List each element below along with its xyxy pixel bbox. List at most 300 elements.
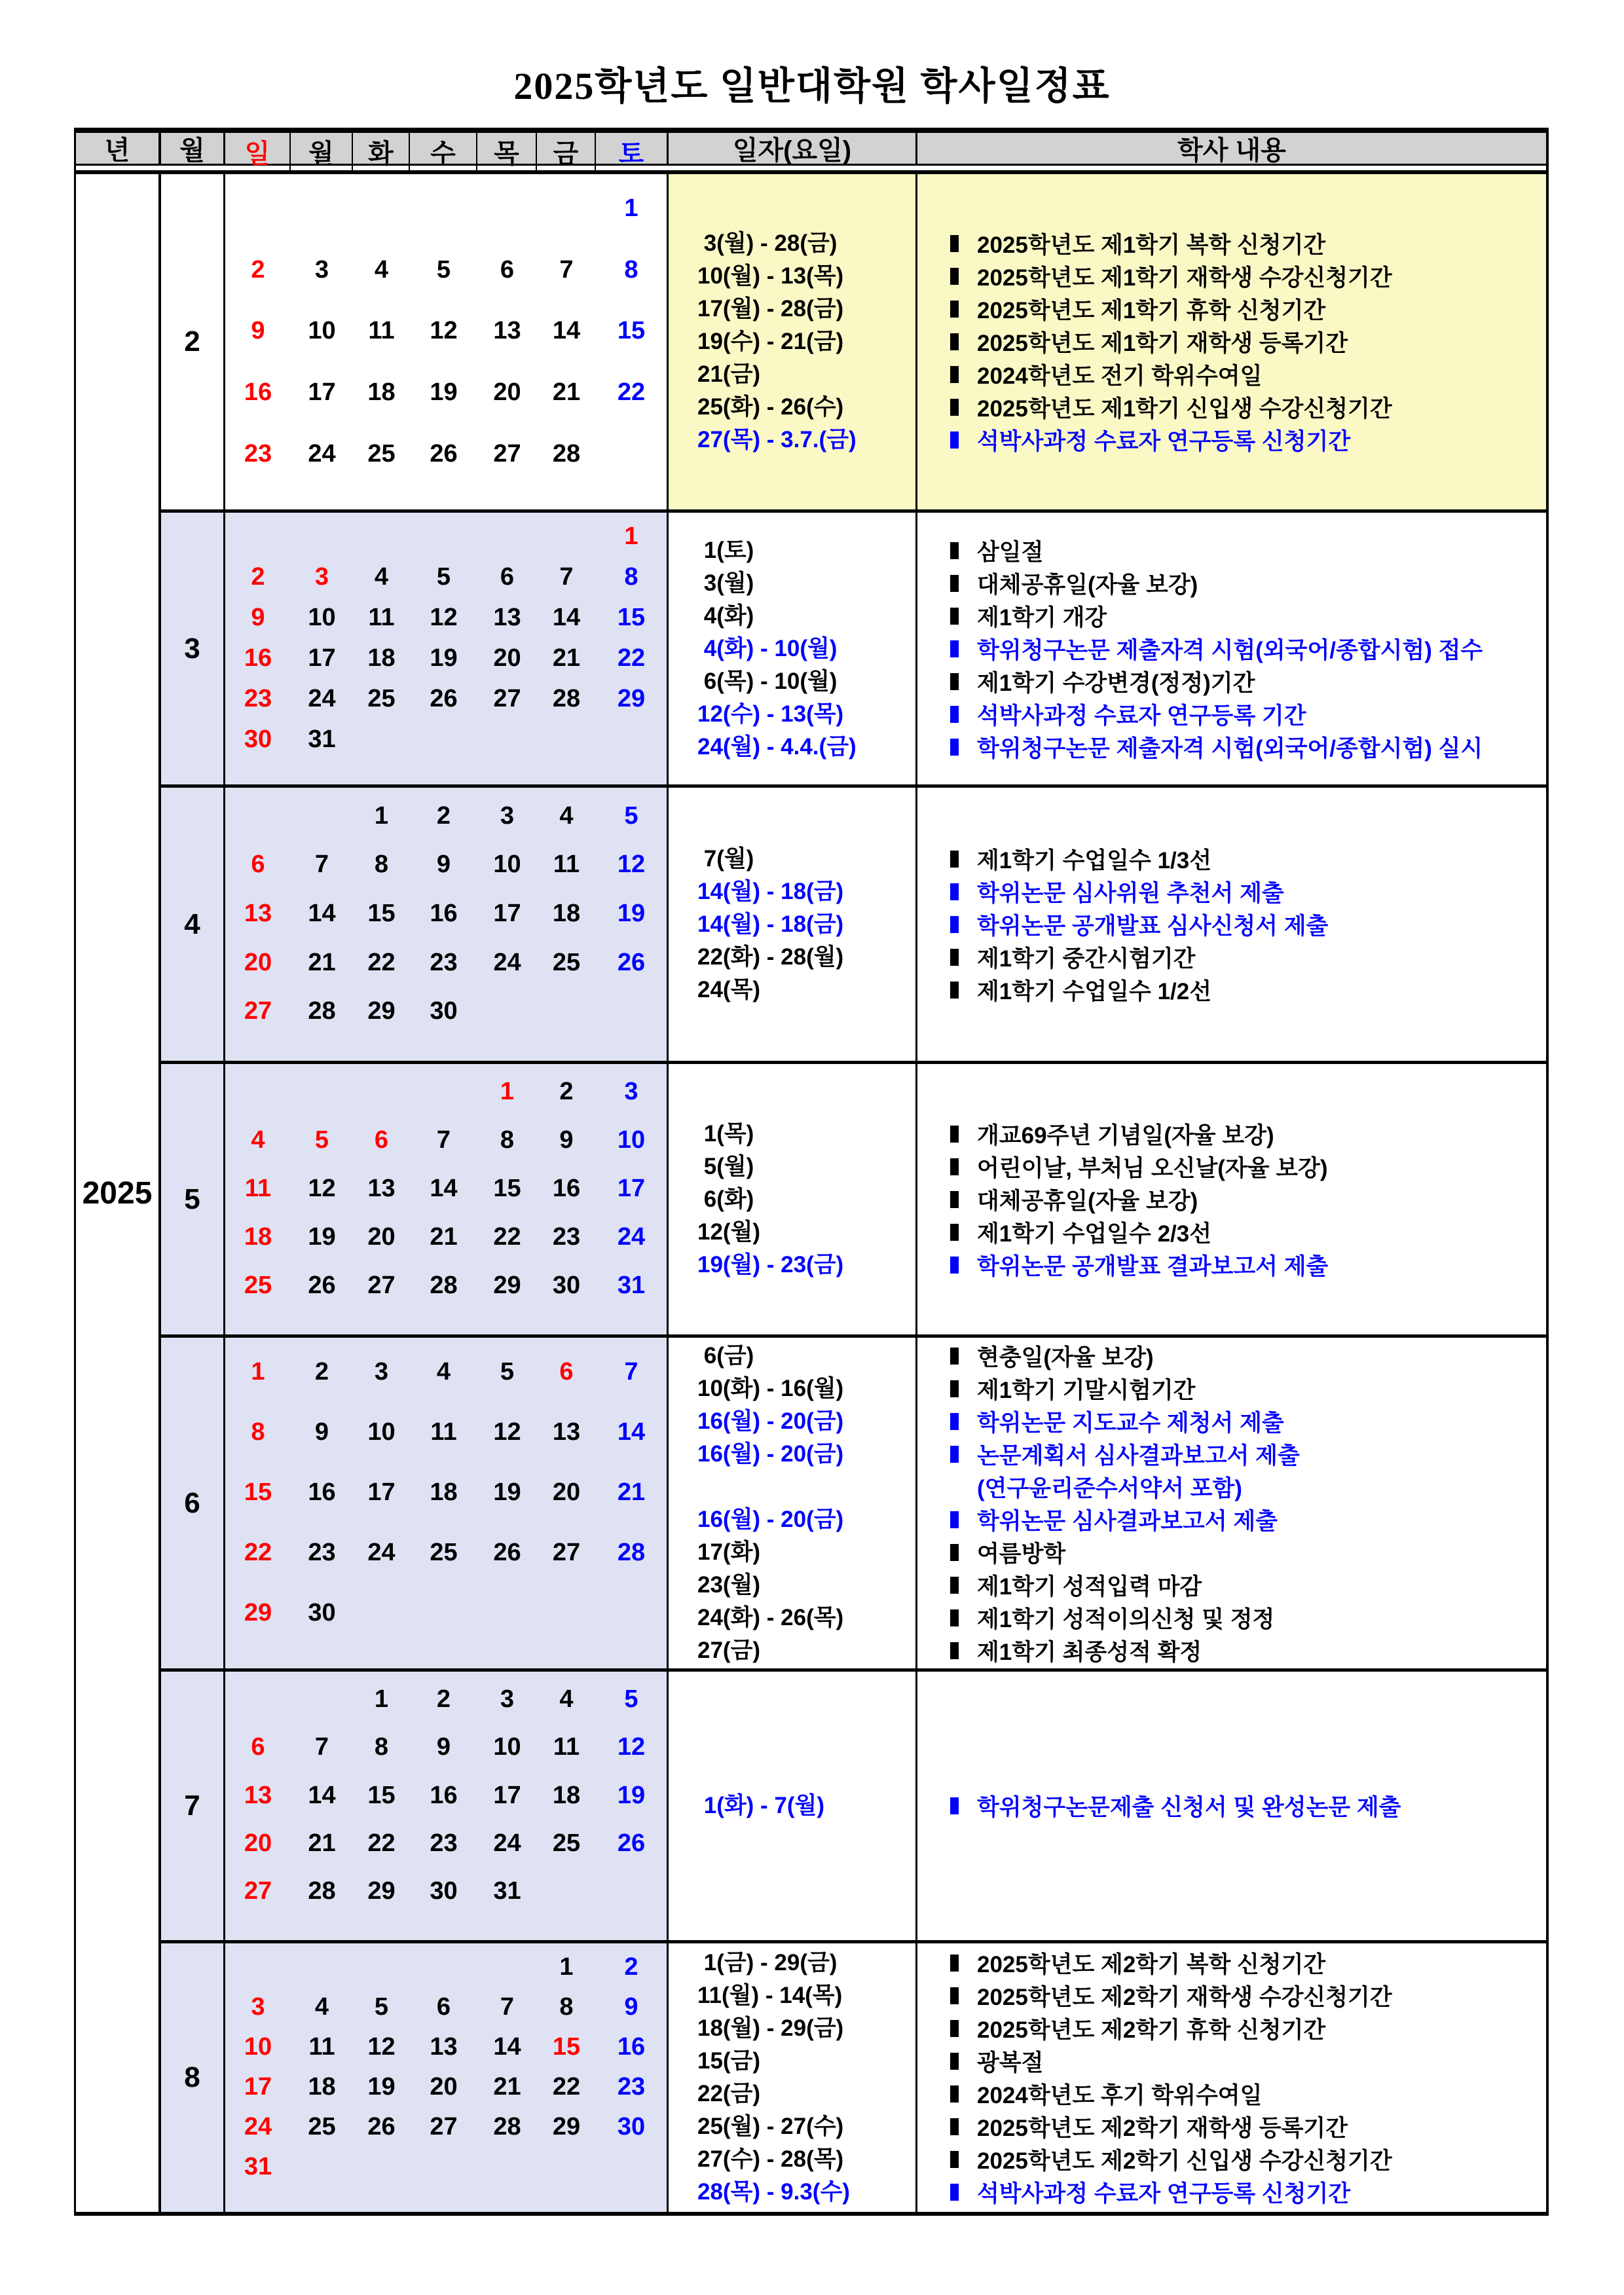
page-title: 2025학년도 일반대학원 학사일정표 [513,65,1111,107]
calendar-day: 18 [552,899,581,927]
calendar-day: 30 [308,1599,336,1627]
schedule-content-text: 제1학기 성적이의신청 및 정정 [977,1606,1275,1632]
calendar-empty-day [410,719,477,760]
schedule-date-line: 1(화) - 7(월) [697,1793,824,1818]
calendar-day: 6 [500,255,515,284]
schedule-content-line [950,293,1546,325]
schedule-date-line: 22(금) [697,2081,761,2106]
calendar-day: 20 [244,948,272,976]
calendar-week-row [225,938,667,987]
calendar-day: 10 [617,1126,646,1154]
calendar-empty-day [225,178,291,240]
bullet-icon [950,2085,959,2102]
bullet-icon [950,2118,959,2135]
calendar-day: 24 [493,948,521,976]
calendar-day: 12 [308,1174,336,1202]
schedule-date-line: 10(화) - 16(월) [697,1375,844,1401]
calendar-day: 2 [314,1357,329,1386]
calendar-day: 28 [552,439,581,468]
calendar-week-row [225,1947,667,1987]
schedule-content-text: 현충일(자율 보강) [977,1344,1154,1370]
schedule-date-line: 22(화) - 28(월) [697,944,844,970]
bullet-icon [950,1511,959,1528]
schedule-content-line [950,2045,1546,2078]
calendar-day: 9 [559,1126,574,1154]
schedule-content-text: 학위논문 공개발표 결과보고서 제출 [977,1253,1329,1279]
calendar-empty-day [477,1583,537,1643]
schedule-content-text: 2025학년도 제2학기 신입생 수강신청기간 [977,2148,1392,2174]
schedule-content-line [950,1790,1546,1822]
schedule-content-cell [917,174,1546,509]
calendar-day: 10 [244,2033,272,2061]
bullet-icon [950,1577,959,1594]
month-number: 4 [184,908,200,940]
schedule-content-line [950,391,1546,424]
schedule-content-text: 논문계획서 심사결과보고서 제출 [977,1442,1300,1469]
calendar-day: 23 [244,684,272,712]
bullet-icon [950,673,959,690]
calendar-empty-day [596,1867,667,1915]
calendar-day: 8 [624,255,638,284]
bullet-icon [950,235,959,252]
schedule-content-text: 2025학년도 제2학기 복학 신청기간 [977,1952,1326,1977]
bullet-icon [950,399,959,416]
calendar-day: 20 [244,1829,272,1857]
calendar-day: 11 [368,604,395,632]
calendar-day: 21 [308,948,336,976]
schedule-date-line: 10(월) - 13(목) [697,263,844,289]
calendar-week-row [225,362,667,424]
schedule-content-line [950,2176,1546,2209]
calendar-empty-day [410,1947,477,1987]
bullet-icon [950,1224,959,1241]
calendar-week-row [225,1867,667,1915]
calendar-day: 20 [367,1222,396,1251]
calendar-empty-day [537,178,596,240]
schedule-date-line: 25(월) - 27(수) [697,2114,844,2139]
year-label: 2025 [82,1175,153,1211]
calendar-week-row [225,1116,667,1165]
calendar-day: 25 [367,439,396,468]
calendar-day: 7 [559,255,574,284]
calendar-day: 5 [500,1357,515,1386]
calendar-day: 26 [430,439,458,468]
schedule-content-text: 개교69주년 기념일(자율 보강) [977,1122,1274,1148]
calendar-day: 3 [251,1993,265,2021]
bullet-icon [950,1380,959,1397]
calendar-day: 22 [367,1829,396,1857]
calendar-day: 17 [493,899,521,927]
calendar-week-row [225,1342,667,1402]
calendar-day: 17 [244,2073,272,2101]
schedule-date-line: 4(화) [697,602,754,629]
bullet-icon [950,640,959,657]
schedule-date-line: 16(월) - 20(금) [697,1441,844,1467]
calendar-week-row [225,2107,667,2147]
year-cell [76,174,161,2212]
calendar-day: 8 [374,1733,389,1761]
header-weekday-cell: 수 [410,133,477,170]
calendar-empty-day [291,2147,353,2187]
schedule-content-text: 삼일절 [977,539,1044,565]
calendar-day: 6 [436,1993,451,2021]
calendar-day: 31 [244,2153,272,2180]
month-calendar [225,174,669,509]
calendar-day: 25 [308,2113,336,2140]
schedule-date-line: 23(월) [697,1571,761,1598]
calendar-week-row [225,987,667,1036]
schedule-content-line [950,1634,1546,1667]
calendar-day: 3 [314,563,329,591]
calendar-empty-day [225,1947,291,1987]
calendar-day: 27 [493,439,521,468]
calendar-day: 14 [493,2033,521,2061]
calendar-day: 17 [493,1781,521,1809]
schedule-date-line: 1(토) [697,537,754,563]
schedule-date-line [697,1471,915,1503]
table-body [76,174,1546,2212]
schedule-content-text: 석박사과정 수료자 연구등록 신청기간 [977,2181,1351,2207]
schedule-content-text: 학위논문 심사위원 추천서 제출 [977,880,1284,906]
calendar-day: 9 [436,1733,451,1761]
calendar-day: 12 [430,604,458,632]
calendar-empty-day [291,792,353,841]
header-weekday-cell: 금 [537,133,596,170]
schedule-content-line [950,974,1546,1006]
calendar-day: 23 [244,439,272,468]
calendar-week-row [225,1523,667,1583]
calendar-day: 22 [617,378,646,407]
schedule-content-text: 제1학기 기말시험기간 [977,1377,1196,1403]
schedule-content-cell [917,1338,1546,1668]
month-number-cell [161,513,225,784]
schedule-date-cell [669,174,917,509]
schedule-content-line [950,2110,1546,2143]
calendar-day: 9 [314,1418,329,1446]
schedule-content-text: 학위청구논문 제출자격 시험(외국어/종합시험) 접수 [977,637,1483,663]
schedule-content-text: 학위논문 지도교수 제청서 제출 [977,1410,1284,1436]
schedule-content-line [950,534,1546,567]
schedule-content-line [950,908,1546,941]
calendar-day: 21 [493,2073,521,2101]
schedule-content-line [950,358,1546,391]
calendar-day: 25 [367,684,396,712]
calendar-day: 30 [617,2113,646,2140]
calendar-day: 18 [308,2073,336,2101]
calendar-empty-day [537,1583,596,1643]
calendar-day: 14 [552,317,581,345]
header-weekday-group [225,133,669,168]
bullet-icon [950,431,959,449]
schedule-content-line [950,1249,1546,1281]
schedule-date-line: 1(목) [697,1120,754,1147]
calendar-day: 11 [308,2033,335,2061]
calendar-day: 18 [430,1478,458,1506]
schedule-content-line [950,424,1546,456]
calendar-day: 15 [617,317,646,345]
calendar-empty-day [410,517,477,557]
calendar-day: 26 [367,2113,396,2140]
calendar-day: 29 [244,1599,272,1627]
calendar-day: 27 [493,684,521,712]
calendar-day: 5 [314,1126,329,1154]
bullet-icon [950,949,959,966]
schedule-content-line [950,1503,1546,1536]
calendar-day: 3 [624,1078,638,1106]
month-number-cell [161,1672,225,1940]
schedule-content-text: 2025학년도 제1학기 신입생 수강신청기간 [977,396,1392,422]
bullet-icon [950,2020,959,2037]
schedule-content-text: 학위논문 심사결과보고서 제출 [977,1508,1278,1534]
schedule-content-cell [917,1943,1546,2212]
calendar-day: 2 [251,563,265,591]
calendar-day: 1 [624,194,638,223]
schedule-date-line: 11(월) - 14(목) [697,1983,843,2008]
schedule-content-line [950,600,1546,633]
calendar-week-row [225,1462,667,1522]
calendar-day: 1 [559,1953,574,1981]
calendar-day: 5 [436,255,451,284]
calendar-day: 2 [624,1953,638,1981]
schedule-date-line: 24(화) - 26(목) [697,1604,844,1630]
calendar-week-row [225,1261,667,1310]
calendar-empty-day [596,1583,667,1643]
calendar-day: 19 [430,644,458,672]
calendar-day: 21 [552,644,581,672]
header-weekday-cell: 목 [477,133,537,170]
schedule-content-text: 광복절 [977,2050,1044,2076]
calendar-week-row [225,1583,667,1643]
calendar-day: 6 [251,851,265,879]
calendar-day: 28 [430,1271,458,1299]
calendar-day: 17 [367,1478,396,1506]
month-row [161,509,1546,784]
bullet-icon [950,333,959,350]
calendar-empty-day [477,1947,537,1987]
bullet-icon [950,1797,959,1814]
calendar-week-row [225,678,667,719]
calendar-empty-day [537,719,596,760]
schedule-date-line: 3(월) - 28(금) [697,230,838,256]
calendar-empty-day [291,1947,353,1987]
calendar-day: 13 [244,899,272,927]
calendar-empty-day [477,2147,537,2187]
schedule-date-line: 6(목) - 10(월) [697,668,838,694]
bullet-icon [950,366,959,383]
schedule-content-text: 제1학기 개강 [977,604,1107,631]
bullet-icon [950,1642,959,1659]
schedule-date-cell [669,1672,917,1940]
calendar-empty-day [410,1583,477,1643]
calendar-day: 15 [552,2033,581,2061]
calendar-day: 26 [308,1271,336,1299]
calendar-day: 22 [367,948,396,976]
schedule-content-line [950,843,1546,875]
bullet-icon [950,268,959,285]
schedule-date-line: 3(월) [697,570,754,596]
calendar-day: 24 [617,1222,646,1251]
schedule-content-line [950,260,1546,293]
calendar-day: 30 [430,997,458,1025]
calendar-day: 15 [493,1174,521,1202]
calendar-day: 2 [251,255,265,284]
calendar-empty-day [225,792,291,841]
calendar-empty-day [537,2147,596,2187]
calendar-day: 23 [430,1829,458,1857]
calendar-week-row [225,1820,667,1867]
calendar-day: 27 [552,1539,581,1567]
calendar-empty-day [537,517,596,557]
calendar-day: 12 [430,317,458,345]
academic-schedule-table [74,128,1549,2216]
schedule-content-line [950,1340,1546,1372]
schedule-date-line: 15(금) [697,2048,761,2074]
calendar-week-row [225,638,667,678]
schedule-date-cell [669,788,917,1061]
month-calendar [225,788,669,1061]
calendar-day: 10 [367,1418,396,1446]
calendar-day: 26 [617,1829,646,1857]
calendar-day: 17 [308,644,336,672]
schedule-content-line [950,665,1546,698]
schedule-date-line: 17(월) - 28(금) [697,296,844,321]
calendar-day: 24 [308,439,336,468]
calendar-day: 16 [244,378,272,407]
calendar-day: 13 [430,2033,458,2061]
bullet-icon [950,1126,959,1143]
calendar-day: 19 [367,2073,396,2101]
calendar-day: 16 [552,1174,581,1202]
calendar-day: 7 [624,1357,638,1386]
calendar-day: 14 [308,1781,336,1809]
calendar-empty-day [596,987,667,1036]
calendar-day: 13 [493,604,521,632]
schedule-date-line: 27(수) - 28(목) [697,2146,844,2172]
calendar-week-row [225,1165,667,1213]
calendar-day: 10 [493,1733,521,1761]
calendar-day: 31 [617,1271,646,1299]
calendar-day: 14 [430,1174,458,1202]
month-row [161,1940,1546,2212]
schedule-content-text: 학위청구논문 제출자격 시험(외국어/종합시험) 실시 [977,735,1483,762]
schedule-date-cell [669,513,917,784]
calendar-day: 22 [617,644,646,672]
schedule-content-text: 제1학기 수업일수 1/3선 [977,847,1212,873]
calendar-day: 30 [552,1271,581,1299]
calendar-day: 15 [244,1478,272,1506]
calendar-empty-day [410,1068,477,1116]
calendar-day: 28 [552,684,581,712]
schedule-content-text: 2025학년도 제2학기 재학생 등록기간 [977,2116,1348,2141]
calendar-day: 7 [559,563,574,591]
calendar-day: 6 [374,1126,389,1154]
schedule-content-cell [917,513,1546,784]
month-number: 2 [184,325,200,358]
calendar-day: 7 [314,1733,329,1761]
calendar-day: 17 [308,378,336,407]
schedule-content-text: 제1학기 성적입력 마감 [977,1573,1202,1600]
calendar-day: 19 [430,378,458,407]
bullet-icon [950,1348,959,1365]
calendar-day: 24 [308,684,336,712]
calendar-day: 10 [308,604,336,632]
month-number-cell [161,174,225,509]
calendar-day: 9 [251,604,265,632]
calendar-empty-day [291,517,353,557]
month-number: 7 [184,1790,200,1822]
month-number: 6 [184,1486,200,1519]
calendar-day: 7 [500,1993,515,2021]
calendar-day: 4 [374,563,389,591]
schedule-date-cell [669,1338,917,1668]
schedule-date-line: 12(월) [697,1219,761,1245]
month-row [161,784,1546,1061]
calendar-day: 19 [617,1781,646,1809]
calendar-day: 13 [367,1174,396,1202]
month-row [161,174,1546,509]
schedule-content-text: 학위논문 공개발표 심사신청서 제출 [977,913,1329,939]
calendar-empty-day [291,1068,353,1116]
schedule-date-line: 16(월) - 20(금) [697,1506,844,1532]
calendar-day: 15 [617,604,646,632]
calendar-empty-day [353,719,410,760]
schedule-content-text: 2024학년도 전기 학위수여일 [977,363,1263,389]
schedule-content-line [950,1118,1546,1150]
schedule-content-cell [917,1672,1546,1940]
calendar-day: 22 [493,1222,521,1251]
schedule-content-text: 어린이날, 부처님 오신날(자율 보강) [977,1155,1328,1181]
header-weekday-cell: 화 [353,133,410,170]
calendar-day: 3 [374,1357,389,1386]
calendar-day: 11 [368,317,395,345]
schedule-content-cell [917,788,1546,1061]
calendar-day: 19 [617,899,646,927]
calendar-week-row [225,841,667,890]
calendar-day: 16 [430,899,458,927]
calendar-week-row [225,889,667,938]
calendar-day: 19 [493,1478,521,1506]
calendar-week-row [225,517,667,557]
calendar-day: 2 [436,1685,451,1714]
calendar-day: 26 [617,948,646,976]
calendar-empty-day [477,719,537,760]
calendar-day: 24 [367,1539,396,1567]
calendar-day: 13 [552,1418,581,1446]
schedule-content-line [950,1216,1546,1249]
calendar-day: 20 [552,1478,581,1506]
schedule-content-text: 제1학기 수업일수 1/2선 [977,978,1212,1004]
calendar-day: 20 [430,2073,458,2101]
calendar-day: 27 [244,997,272,1025]
calendar-day: 5 [374,1993,389,2021]
calendar-day: 25 [552,1829,581,1857]
month-row [161,1668,1546,1940]
calendar-day: 30 [430,1877,458,1905]
schedule-content-text: 여름방학 [977,1541,1066,1567]
calendar-empty-day [410,178,477,240]
calendar-empty-day [291,1676,353,1723]
calendar-day: 21 [617,1478,646,1506]
calendar-empty-day [477,987,537,1036]
schedule-date-line: 14(월) - 18(금) [697,878,844,904]
calendar-day: 10 [308,317,336,345]
calendar-day: 16 [244,644,272,672]
bullet-icon [950,542,959,559]
header-cell-year: 년 [76,133,161,164]
calendar-day: 27 [244,1877,272,1905]
calendar-week-row [225,2067,667,2107]
calendar-empty-day [353,1583,410,1643]
